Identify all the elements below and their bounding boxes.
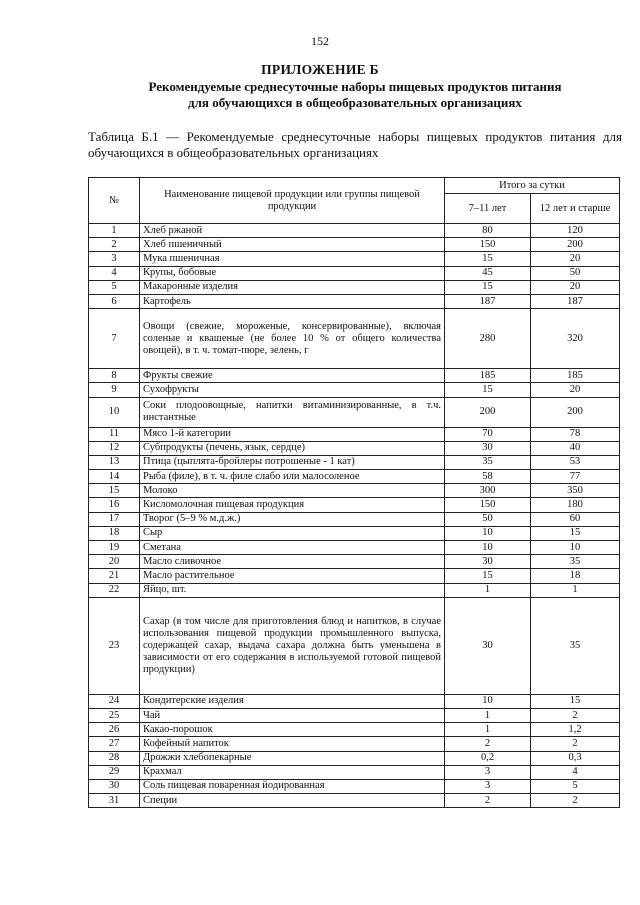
value-age-7-11: 1 [445, 708, 531, 722]
product-name: Макаронные изделия [140, 280, 445, 294]
value-age-7-11: 1 [445, 723, 531, 737]
row-number: 10 [89, 397, 140, 427]
product-name: Сахар (в том числе для приготовления блюд и напитков, в случае использования пищевой продукции промышленного выпуска, содержащей сахар, выдача сахара должна быть уменьшена в зависимости от его содержания в используемой готовой пищевой продукции) [140, 597, 445, 694]
value-age-7-11: 200 [445, 397, 531, 427]
table-row [89, 765, 620, 779]
value-age-7-11: 15 [445, 252, 531, 266]
table-row [89, 280, 620, 294]
value-age-12-plus: 200 [531, 238, 620, 252]
product-name: Кондитерские изделия [140, 694, 445, 708]
product-name: Сыр [140, 526, 445, 540]
value-age-12-plus: 200 [531, 397, 620, 427]
product-name: Мясо 1-й категории [140, 427, 445, 441]
product-name: Яйцо, шт. [140, 583, 445, 597]
value-age-12-plus: 185 [531, 369, 620, 383]
product-name: Творог (5–9 % м.д.ж.) [140, 512, 445, 526]
table-row [89, 694, 620, 708]
value-age-12-plus: 18 [531, 569, 620, 583]
value-age-12-plus: 35 [531, 555, 620, 569]
table-caption: Таблица Б.1 — Рекомендуемые среднесуточные наборы пищевых продуктов питания для обучающихся в общеобразовательных организациях [88, 129, 622, 160]
table-row [89, 238, 620, 252]
row-number: 2 [89, 238, 140, 252]
product-name: Субпродукты (печень, язык, сердце) [140, 441, 445, 455]
table-row [89, 555, 620, 569]
page-number: 152 [311, 34, 329, 48]
value-age-12-plus: 15 [531, 694, 620, 708]
value-age-7-11: 150 [445, 498, 531, 512]
product-name: Хлеб пшеничный [140, 238, 445, 252]
row-number: 5 [89, 280, 140, 294]
table-row [89, 224, 620, 238]
row-number: 16 [89, 498, 140, 512]
product-name: Молоко [140, 484, 445, 498]
product-name: Чай [140, 708, 445, 722]
product-name: Картофель [140, 294, 445, 308]
row-number: 29 [89, 765, 140, 779]
row-number: 12 [89, 441, 140, 455]
value-age-12-plus: 35 [531, 597, 620, 694]
row-number: 19 [89, 541, 140, 555]
row-number: 25 [89, 708, 140, 722]
table-row [89, 737, 620, 751]
value-age-7-11: 30 [445, 441, 531, 455]
product-name: Какао-порошок [140, 723, 445, 737]
product-name: Крупы, бобовые [140, 266, 445, 280]
row-number: 20 [89, 555, 140, 569]
food-norms-table [88, 177, 620, 808]
value-age-12-plus: 10 [531, 541, 620, 555]
table-row [89, 512, 620, 526]
value-age-7-11: 150 [445, 238, 531, 252]
value-age-7-11: 0,2 [445, 751, 531, 765]
row-number: 7 [89, 309, 140, 369]
header-daily-total: Итого за сутки [445, 178, 620, 194]
table-row [89, 294, 620, 308]
value-age-12-plus: 78 [531, 427, 620, 441]
value-age-12-plus: 2 [531, 794, 620, 808]
product-name: Соки плодоовощные, напитки витаминизированные, в т.ч. инстантные [140, 397, 445, 427]
value-age-7-11: 30 [445, 555, 531, 569]
value-age-12-plus: 2 [531, 708, 620, 722]
product-name: Масло сливочное [140, 555, 445, 569]
row-number: 18 [89, 526, 140, 540]
table-row [89, 597, 620, 694]
table-row [89, 397, 620, 427]
row-number: 30 [89, 779, 140, 793]
table-row [89, 498, 620, 512]
row-number: 6 [89, 294, 140, 308]
value-age-7-11: 30 [445, 597, 531, 694]
value-age-12-plus: 60 [531, 512, 620, 526]
value-age-7-11: 50 [445, 512, 531, 526]
product-name: Дрожжи хлебопекарные [140, 751, 445, 765]
product-name: Кофейный напиток [140, 737, 445, 751]
row-number: 21 [89, 569, 140, 583]
subtitle-line-2: для обучающихся в общеобразовательных организациях [188, 95, 522, 110]
value-age-12-plus: 320 [531, 309, 620, 369]
table-row [89, 583, 620, 597]
product-name: Мука пшеничная [140, 252, 445, 266]
value-age-7-11: 70 [445, 427, 531, 441]
table-row [89, 266, 620, 280]
table-row [89, 779, 620, 793]
value-age-7-11: 187 [445, 294, 531, 308]
table-row [89, 252, 620, 266]
table-row [89, 383, 620, 397]
value-age-7-11: 35 [445, 455, 531, 469]
table-row [89, 708, 620, 722]
table-row [89, 526, 620, 540]
value-age-12-plus: 2 [531, 737, 620, 751]
value-age-12-plus: 0,3 [531, 751, 620, 765]
table-row [89, 541, 620, 555]
value-age-7-11: 280 [445, 309, 531, 369]
value-age-7-11: 45 [445, 266, 531, 280]
product-name: Специи [140, 794, 445, 808]
product-name: Сметана [140, 541, 445, 555]
value-age-12-plus: 40 [531, 441, 620, 455]
row-number: 9 [89, 383, 140, 397]
product-name: Крахмал [140, 765, 445, 779]
value-age-7-11: 58 [445, 470, 531, 484]
value-age-12-plus: 1,2 [531, 723, 620, 737]
row-number: 15 [89, 484, 140, 498]
row-number: 17 [89, 512, 140, 526]
value-age-7-11: 3 [445, 765, 531, 779]
row-number: 26 [89, 723, 140, 737]
product-name: Масло растительное [140, 569, 445, 583]
table-row [89, 309, 620, 369]
table-row [89, 455, 620, 469]
table-row [89, 723, 620, 737]
row-number: 11 [89, 427, 140, 441]
table-row [89, 569, 620, 583]
header-age-12-plus: 12 лет и старше [531, 194, 620, 224]
row-number: 4 [89, 266, 140, 280]
row-number: 28 [89, 751, 140, 765]
value-age-12-plus: 120 [531, 224, 620, 238]
value-age-7-11: 15 [445, 569, 531, 583]
header-product-name: Наименование пищевой продукции или группы пищевой продукции [140, 178, 445, 224]
table-row [89, 441, 620, 455]
value-age-12-plus: 20 [531, 280, 620, 294]
value-age-12-plus: 180 [531, 498, 620, 512]
value-age-12-plus: 20 [531, 252, 620, 266]
row-number: 31 [89, 794, 140, 808]
row-number: 24 [89, 694, 140, 708]
value-age-12-plus: 1 [531, 583, 620, 597]
row-number: 3 [89, 252, 140, 266]
value-age-12-plus: 4 [531, 765, 620, 779]
value-age-7-11: 2 [445, 737, 531, 751]
row-number: 13 [89, 455, 140, 469]
value-age-7-11: 80 [445, 224, 531, 238]
table-row [89, 427, 620, 441]
value-age-12-plus: 50 [531, 266, 620, 280]
value-age-12-plus: 187 [531, 294, 620, 308]
product-name: Рыба (филе), в т. ч. филе слабо или малосоленое [140, 470, 445, 484]
value-age-7-11: 15 [445, 280, 531, 294]
row-number: 27 [89, 737, 140, 751]
value-age-12-plus: 350 [531, 484, 620, 498]
header-number: № [89, 178, 140, 224]
value-age-7-11: 1 [445, 583, 531, 597]
row-number: 23 [89, 597, 140, 694]
value-age-12-plus: 77 [531, 470, 620, 484]
row-number: 1 [89, 224, 140, 238]
appendix-title: ПРИЛОЖЕНИЕ Б [261, 62, 379, 77]
value-age-7-11: 2 [445, 794, 531, 808]
header-age-7-11: 7–11 лет [445, 194, 531, 224]
product-name: Сухофрукты [140, 383, 445, 397]
product-name: Кисломолочная пищевая продукция [140, 498, 445, 512]
value-age-7-11: 300 [445, 484, 531, 498]
value-age-7-11: 3 [445, 779, 531, 793]
value-age-7-11: 10 [445, 526, 531, 540]
product-name: Хлеб ржаной [140, 224, 445, 238]
product-name: Фрукты свежие [140, 369, 445, 383]
table-body [89, 224, 620, 808]
value-age-7-11: 15 [445, 383, 531, 397]
row-number: 22 [89, 583, 140, 597]
product-name: Соль пищевая поваренная йодированная [140, 779, 445, 793]
product-name: Птица (цыплята-бройлеры потрошеные - 1 кат) [140, 455, 445, 469]
table-row [89, 794, 620, 808]
subtitle-line-1: Рекомендуемые среднесуточные наборы пищевых продуктов питания [148, 79, 562, 94]
value-age-12-plus: 20 [531, 383, 620, 397]
value-age-12-plus: 15 [531, 526, 620, 540]
table-row [89, 470, 620, 484]
value-age-12-plus: 53 [531, 455, 620, 469]
value-age-12-plus: 5 [531, 779, 620, 793]
product-name: Овощи (свежие, мороженые, консервированные), включая соленые и квашеные (не более 10 % от общего количества овощей), в т. ч. томат-пюре, зелень, г [140, 309, 445, 369]
row-number: 14 [89, 470, 140, 484]
appendix-subtitle [70, 79, 640, 111]
row-number: 8 [89, 369, 140, 383]
value-age-7-11: 10 [445, 541, 531, 555]
table-row [89, 751, 620, 765]
value-age-7-11: 10 [445, 694, 531, 708]
table-row [89, 484, 620, 498]
table-row [89, 369, 620, 383]
value-age-7-11: 185 [445, 369, 531, 383]
